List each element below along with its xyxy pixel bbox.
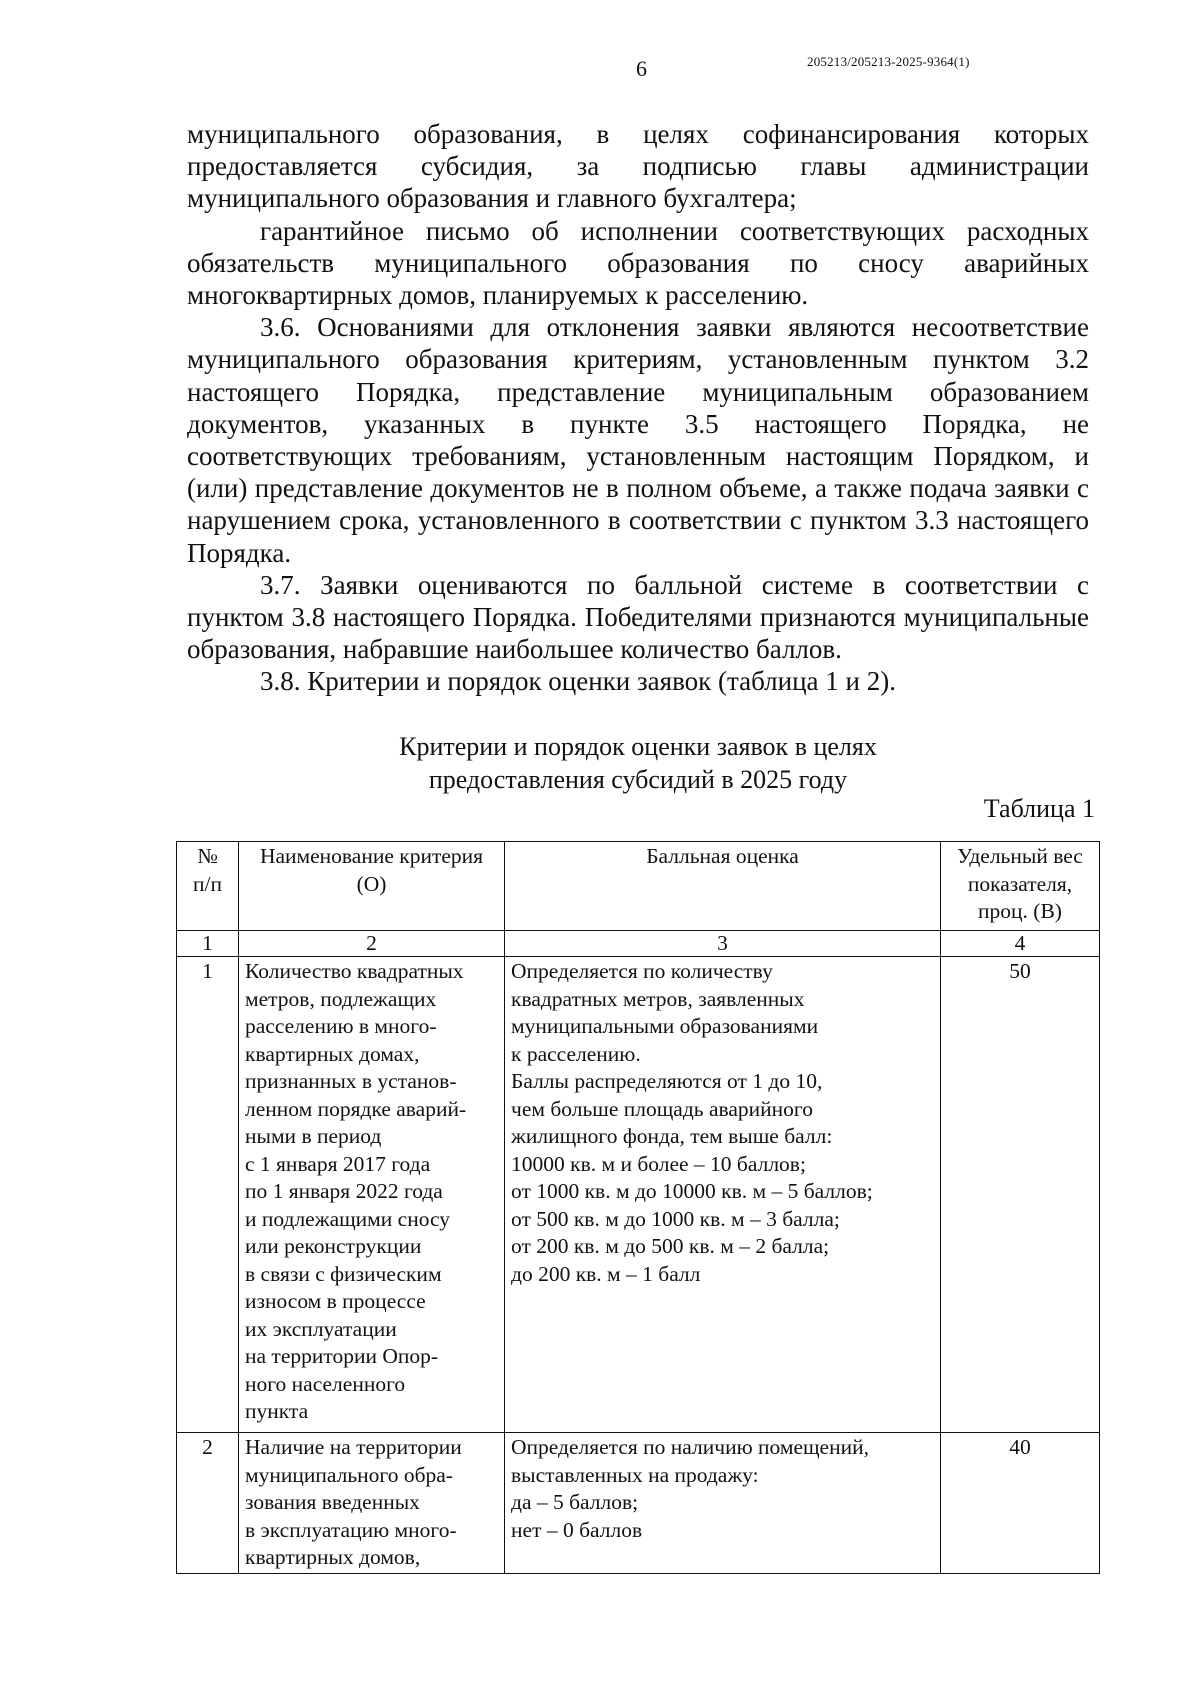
cell-line: и подлежащими сносу [245,1206,451,1231]
cell-line: чем больше площадь аварийного [511,1096,813,1121]
cell-line: до 200 кв. м – 1 балл [511,1261,701,1286]
header-text: Балльная оценка [646,844,799,868]
table-row [177,1433,1100,1574]
weight-cell: 50 [941,957,1100,1433]
column-number-row [177,931,1100,957]
criterion-cell [239,957,505,1433]
header-text: Наименование критерия [259,844,484,868]
cell-line: квадратных метров, заявленных [511,986,805,1011]
cell-line: Баллы распределяются от 1 до 10, [511,1069,823,1093]
cell-line: расселению в много- [245,1014,437,1038]
paragraph-guarantee-letter: гарантийное письмо об исполнении соответствующих расходных обязательств муниципального образования по сносу аварийных многоквартирных домов, планируемых к расселению. [187,215,1089,311]
cell-line: муниципального обра- [245,1462,453,1487]
cell-line: ными в период [245,1124,382,1148]
cell-line: муниципальными образованиями [511,1014,819,1038]
header-text: показателя, [967,871,1073,896]
cell-line: жилищного фонда, тем выше балл: [511,1124,833,1148]
cell-line: с 1 января 2017 года [245,1151,431,1176]
column-number: 3 [505,931,941,957]
cell-line: Определяется по наличию помещений, [511,1435,869,1459]
table-title [187,730,1089,796]
cell-line: квартирных домов, [245,1545,421,1569]
table-title-line-1: Критерии и порядок оценки заявок в целях [399,732,877,761]
cell-line: квартирных домах, [245,1041,420,1066]
criterion-cell [239,1433,505,1574]
table-label: Таблица 1 [983,794,1095,823]
cell-line: от 200 кв. м до 500 кв. м – 2 балла; [511,1234,830,1258]
row-number: 1 [177,957,239,1433]
page-number: 6 [636,56,647,81]
header-score [505,842,941,931]
cell-line: выставленных на продажу: [511,1462,759,1487]
cell-line: Определяется по количеству [511,959,773,983]
table-header-row [177,842,1100,931]
cell-line: да – 5 баллов; [511,1490,639,1514]
cell-line: ного населенного [245,1371,406,1396]
column-number: 2 [239,931,505,957]
table-title-line-2: предоставления субсидий в 2025 году [428,765,848,794]
header-text: п/п [193,871,222,896]
cell-line: Наличие на территории [245,1435,462,1459]
cell-line: от 1000 кв. м до 10000 кв. м – 5 баллов; [511,1179,873,1203]
weight-cell: 40 [941,1433,1100,1574]
header-text: Удельный вес [957,844,1083,868]
cell-line: износом в процессе [245,1289,426,1313]
cell-line: или реконструкции [245,1234,422,1258]
cell-line: в связи с физическим [245,1261,442,1286]
column-number: 4 [941,931,1100,957]
cell-line: от 500 кв. м до 1000 кв. м – 3 балла; [511,1206,840,1231]
cell-line: по 1 января 2022 года [245,1179,443,1203]
body-text [187,118,1089,698]
row-number: 2 [177,1433,239,1574]
cell-line: ленном порядке аварий- [245,1096,467,1121]
paragraph-documents-signature: муниципального образования, в целях софинансирования которых предоставляется субсидия, за подписью главы администрации муниципального образования и главного бухгалтера; [187,119,1089,214]
header-number [177,842,239,931]
paragraph-3-7: 3.7. Заявки оцениваются по балльной системе в соответствии с пунктом 3.8 настоящего Порядка. Победителями признаются муниципальные образования, набравшие наибольшее количество баллов. [187,569,1089,665]
cell-line: зования введенных [245,1490,420,1514]
cell-line: нет – 0 баллов [511,1517,643,1542]
cell-line: 10000 кв. м и более – 10 баллов; [511,1151,806,1176]
cell-line: пункта [245,1399,309,1423]
criteria-table [176,841,1100,1574]
header-weight [941,842,1100,931]
header-text: № [197,844,218,868]
cell-line: их эксплуатации [245,1316,397,1341]
cell-line: в эксплуатацию много- [245,1517,457,1542]
cell-line: Количество квадратных [245,959,464,983]
header-criterion [239,842,505,931]
cell-line: на территории Опор- [245,1344,439,1368]
table-row [177,957,1100,1433]
column-number: 1 [177,931,239,957]
header-text: (О) [356,871,387,896]
paragraph-3-8: 3.8. Критерии и порядок оценки заявок (таблица 1 и 2). [260,666,896,697]
score-cell [505,957,941,1433]
cell-line: к расселению. [511,1041,641,1066]
cell-line: признанных в установ- [245,1069,457,1093]
header-text: проц. (В) [978,899,1062,923]
document-code: 205213/205213-2025-9364(1) [807,54,970,69]
score-cell [505,1433,941,1574]
paragraph-3-6: 3.6. Основаниями для отклонения заявки являются несоответствие муниципального образования критериям, установленным пунктом 3.2 настоящего Порядка, представление муниципальным образованием документов, указанных в пункте 3.5 настоящего Порядка, не соответствующих требованиям, установленным настоящим Порядком, и (или) представление документов не в полном объеме, а также подача заявки с нарушением срока, установленного в соответствии с пунктом 3.3 настоящего Порядка. [187,312,1089,568]
cell-line: метров, подлежащих [245,986,437,1011]
